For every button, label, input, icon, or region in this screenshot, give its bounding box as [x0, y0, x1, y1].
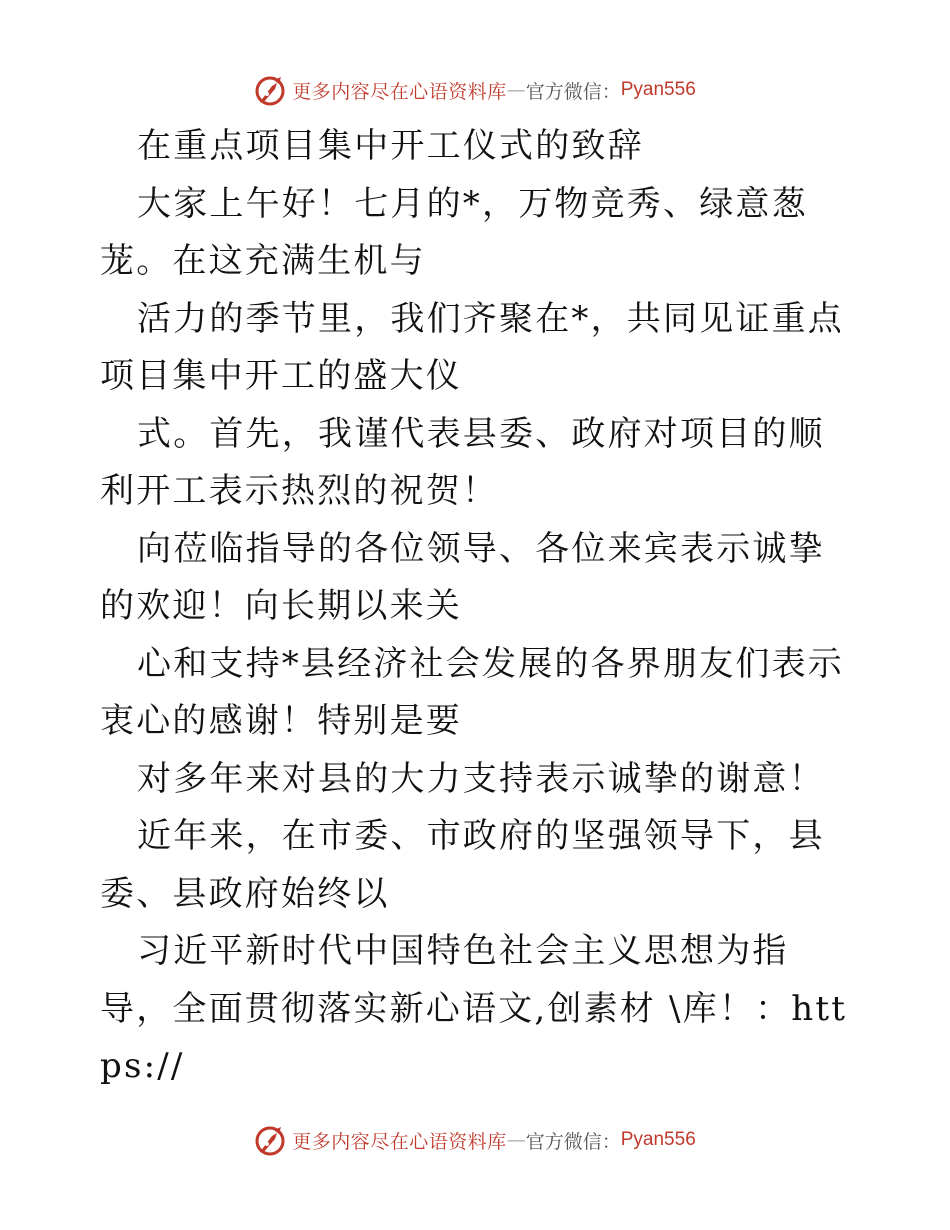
- paragraph: 向莅临指导的各位领导、各位来宾表示诚挚的欢迎！向长期以来关: [100, 528, 825, 626]
- paragraph: 活力的季节里，我们齐聚在*，共同见证重点项目集中开工的盛大仪: [100, 298, 844, 396]
- header-banner: [0, 70, 950, 110]
- document-body: [100, 118, 860, 1096]
- pen-logo-icon: [254, 74, 286, 106]
- pen-logo-icon: [254, 1124, 286, 1156]
- paragraph: 近年来，在市委、市政府的坚强领导下，县委、县政府始终以: [100, 816, 825, 914]
- paragraph: 大家上午好！七月的*，万物竞秀、绿意葱茏。在这充满生机与: [100, 183, 808, 281]
- banner-dash: —: [506, 79, 526, 101]
- banner-dash: —: [506, 1129, 526, 1151]
- paragraph: 对多年来对县的大力支持表示诚挚的谢意！: [137, 758, 825, 799]
- paragraph: 式。首先，我谨代表县委、政府对项目的顺利开工表示热烈的祝贺！: [100, 413, 825, 511]
- banner-wechat-id: Pyan556: [620, 79, 696, 100]
- banner-text: 更多内容尽在心语资料库: [292, 80, 507, 103]
- banner-text: 更多内容尽在心语资料库: [292, 1130, 507, 1153]
- banner-wechat-label: 官方微信：: [525, 1130, 621, 1153]
- banner-wechat-label: 官方微信：: [525, 80, 621, 103]
- document-title: 在重点项目集中开工仪式的致辞: [137, 126, 644, 166]
- banner-wechat-id: Pyan556: [620, 1129, 696, 1150]
- footer-banner: [0, 1120, 950, 1160]
- paragraph: 心和支持*县经济社会发展的各界朋友们表示衷心的感谢！特别是要: [100, 643, 844, 741]
- paragraph: 习近平新时代中国特色社会主义思想为指导，全面贯彻落实新心语文,创素材 \库！：https://: [100, 931, 848, 1086]
